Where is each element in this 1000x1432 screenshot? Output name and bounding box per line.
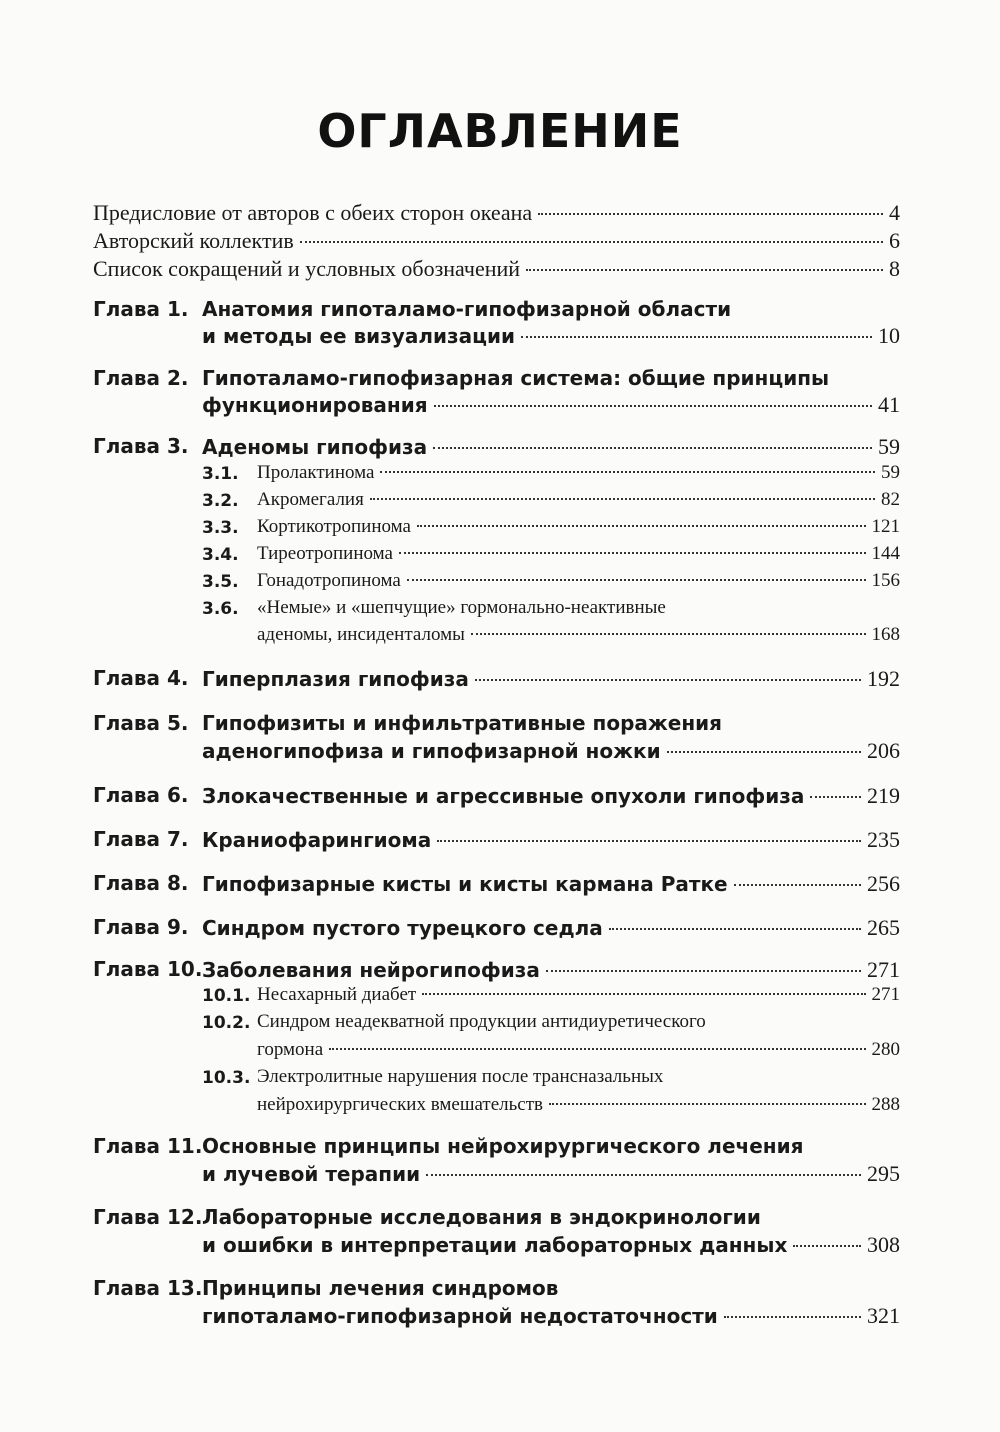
page-number: 280	[871, 1039, 900, 1060]
toc-entry-chapter-5[interactable]	[202, 738, 900, 764]
toc-entry-chapter-2[interactable]	[202, 392, 900, 418]
section-number: 3.6.	[202, 599, 239, 619]
chapter-title: Краниофарингиома	[202, 828, 432, 852]
section-number: 3.3.	[202, 518, 239, 538]
toc-entry-chapter-11[interactable]	[202, 1161, 900, 1187]
toc-entry-section-10-3[interactable]	[257, 1094, 900, 1116]
toc-entry-authors[interactable]	[93, 228, 900, 254]
toc-entry-section-10-1[interactable]	[257, 984, 900, 1006]
page-title: ОГЛАВЛЕНИЕ	[317, 104, 683, 158]
leader-dots	[667, 751, 861, 753]
leader-dots	[546, 970, 861, 972]
page-number: 192	[867, 666, 900, 691]
page-number: 256	[867, 871, 900, 896]
chapter-title: Злокачественные и агрессивные опухоли гипофиза	[202, 784, 805, 808]
page-number: 235	[867, 827, 900, 852]
page-number: 265	[867, 915, 900, 940]
page-number: 206	[867, 738, 900, 763]
page-number: 4	[889, 200, 900, 225]
toc-entry-chapter-8[interactable]	[202, 871, 900, 897]
entry-text: Авторский коллектив	[93, 228, 294, 253]
page-number: 321	[867, 1303, 900, 1328]
chapter-label: Глава 3.	[93, 434, 189, 458]
chapter-title-line1[interactable]: Анатомия гипоталамо-гипофизарной области	[202, 297, 732, 321]
page-number: 8	[889, 256, 900, 281]
chapter-label: Глава 4.	[93, 666, 189, 690]
chapter-label: Глава 8.	[93, 871, 189, 895]
leader-dots	[810, 796, 861, 798]
toc-entry-section-10-2[interactable]	[257, 1039, 900, 1061]
toc-entry-chapter-6[interactable]	[202, 783, 900, 809]
toc-entry-section-3-5[interactable]	[257, 570, 900, 592]
chapter-title: Гипофизарные кисты и кисты кармана Ратке	[202, 872, 728, 896]
section-title-line1[interactable]: Синдром неадекватной продукции антидиуретического	[257, 1011, 706, 1032]
section-title: Кортикотропинома	[257, 516, 411, 537]
page-number: 308	[867, 1232, 900, 1257]
section-title: Несахарный диабет	[257, 984, 417, 1005]
section-title: Пролактинома	[257, 462, 375, 483]
chapter-label: Глава 12.	[93, 1205, 203, 1229]
page-number: 271	[867, 957, 900, 982]
section-number: 3.4.	[202, 545, 239, 565]
section-number: 3.5.	[202, 572, 239, 592]
chapter-title: Заболевания нейрогипофиза	[202, 958, 540, 982]
chapter-title-line1[interactable]: Гипоталамо-гипофизарная система: общие принципы	[202, 366, 830, 390]
chapter-title-line2: и лучевой терапии	[202, 1162, 421, 1186]
leader-dots	[422, 993, 865, 995]
leader-dots	[609, 928, 861, 930]
page-number: 10	[878, 323, 900, 348]
toc-entry-chapter-7[interactable]	[202, 827, 900, 853]
chapter-title-line1[interactable]: Лабораторные исследования в эндокринологии	[202, 1205, 761, 1229]
leader-dots	[521, 336, 872, 338]
chapter-title-line2: и методы ее визуализации	[202, 324, 515, 348]
toc-entry-abbreviations[interactable]	[93, 256, 900, 282]
leader-dots	[538, 213, 883, 215]
chapter-label: Глава 5.	[93, 711, 189, 735]
page-number: 295	[867, 1161, 900, 1186]
toc-entry-chapter-10[interactable]	[202, 957, 900, 983]
chapter-label: Глава 2.	[93, 366, 189, 390]
chapter-title-line1[interactable]: Принципы лечения синдромов	[202, 1276, 559, 1300]
chapter-label: Глава 6.	[93, 783, 189, 807]
page-number: 6	[889, 228, 900, 253]
toc-entry-section-3-4[interactable]	[257, 543, 900, 565]
leader-dots	[370, 498, 875, 500]
leader-dots	[734, 884, 861, 886]
leader-dots	[417, 525, 866, 527]
leader-dots	[426, 1174, 861, 1176]
toc-entry-chapter-3[interactable]	[202, 434, 900, 460]
toc-entry-section-3-1[interactable]	[257, 462, 900, 484]
section-number: 3.1.	[202, 464, 239, 484]
page-number: 168	[871, 624, 900, 645]
chapter-label: Глава 9.	[93, 915, 189, 939]
toc-entry-chapter-1[interactable]	[202, 323, 900, 349]
section-title-line2: аденомы, инсиденталомы	[257, 624, 465, 645]
leader-dots	[433, 447, 872, 449]
page-number: 288	[871, 1094, 900, 1115]
chapter-title: Синдром пустого турецкого седла	[202, 916, 603, 940]
leader-dots	[434, 405, 872, 407]
section-number: 10.2.	[202, 1013, 251, 1033]
chapter-label: Глава 10.	[93, 957, 203, 981]
entry-text: Список сокращений и условных обозначений	[93, 256, 521, 281]
leader-dots	[329, 1048, 865, 1050]
page-number: 121	[871, 516, 900, 537]
leader-dots	[793, 1245, 861, 1247]
toc-entry-section-3-3[interactable]	[257, 516, 900, 538]
chapter-title-line1[interactable]: Гипофизиты и инфильтративные поражения	[202, 711, 723, 735]
chapter-label: Глава 11.	[93, 1134, 203, 1158]
toc-entry-chapter-9[interactable]	[202, 915, 900, 941]
chapter-label: Глава 1.	[93, 297, 189, 321]
leader-dots	[724, 1316, 861, 1318]
section-title-line1[interactable]: «Немые» и «шепчущие» гормонально-неактивные	[257, 597, 666, 618]
chapter-label: Глава 13.	[93, 1276, 203, 1300]
chapter-title: Аденомы гипофиза	[202, 435, 428, 459]
leader-dots	[475, 679, 861, 681]
page-number: 41	[878, 392, 900, 417]
chapter-title-line2: и ошибки в интерпретации лабораторных данных	[202, 1233, 788, 1257]
page-number: 144	[871, 543, 900, 564]
section-number: 3.2.	[202, 491, 239, 511]
section-number: 10.1.	[202, 986, 251, 1006]
toc-entry-chapter-12[interactable]	[202, 1232, 900, 1258]
leader-dots	[526, 269, 883, 271]
chapter-title-line2: аденогипофиза и гипофизарной ножки	[202, 739, 661, 763]
section-title: Тиреотропинома	[257, 543, 393, 564]
page-number: 219	[867, 783, 900, 808]
chapter-title-line2: гипоталамо-гипофизарной недостаточности	[202, 1304, 718, 1328]
page-number: 59	[881, 462, 900, 483]
entry-text: Предисловие от авторов с обеих сторон океана	[93, 200, 533, 225]
leader-dots	[300, 241, 883, 243]
leader-dots	[437, 840, 861, 842]
toc-entry-section-3-2[interactable]	[257, 489, 900, 511]
chapter-title-line1[interactable]: Основные принципы нейрохирургического лечения	[202, 1134, 804, 1158]
section-number: 10.3.	[202, 1068, 251, 1088]
leader-dots	[380, 471, 875, 473]
section-title-line2: нейрохирургических вмешательств	[257, 1094, 543, 1115]
section-title-line2: гормона	[257, 1039, 324, 1060]
section-title: Акромегалия	[257, 489, 364, 510]
page-number: 271	[871, 984, 900, 1005]
section-title: Гонадотропинома	[257, 570, 401, 591]
chapter-title-line2: функционирования	[202, 393, 428, 417]
chapter-label: Глава 7.	[93, 827, 189, 851]
page-number: 59	[878, 434, 900, 459]
leader-dots	[471, 633, 866, 635]
section-title-line1[interactable]: Электролитные нарушения после трансназальных	[257, 1066, 664, 1087]
toc-entry-section-3-6[interactable]	[257, 624, 900, 646]
toc-entry-chapter-4[interactable]	[202, 666, 900, 692]
leader-dots	[549, 1103, 866, 1105]
leader-dots	[399, 552, 866, 554]
toc-entry-preface[interactable]	[93, 200, 900, 226]
chapter-title: Гиперплазия гипофиза	[202, 667, 469, 691]
leader-dots	[407, 579, 866, 581]
page-number: 156	[871, 570, 900, 591]
toc-entry-chapter-13[interactable]	[202, 1303, 900, 1329]
page-number: 82	[881, 489, 900, 510]
